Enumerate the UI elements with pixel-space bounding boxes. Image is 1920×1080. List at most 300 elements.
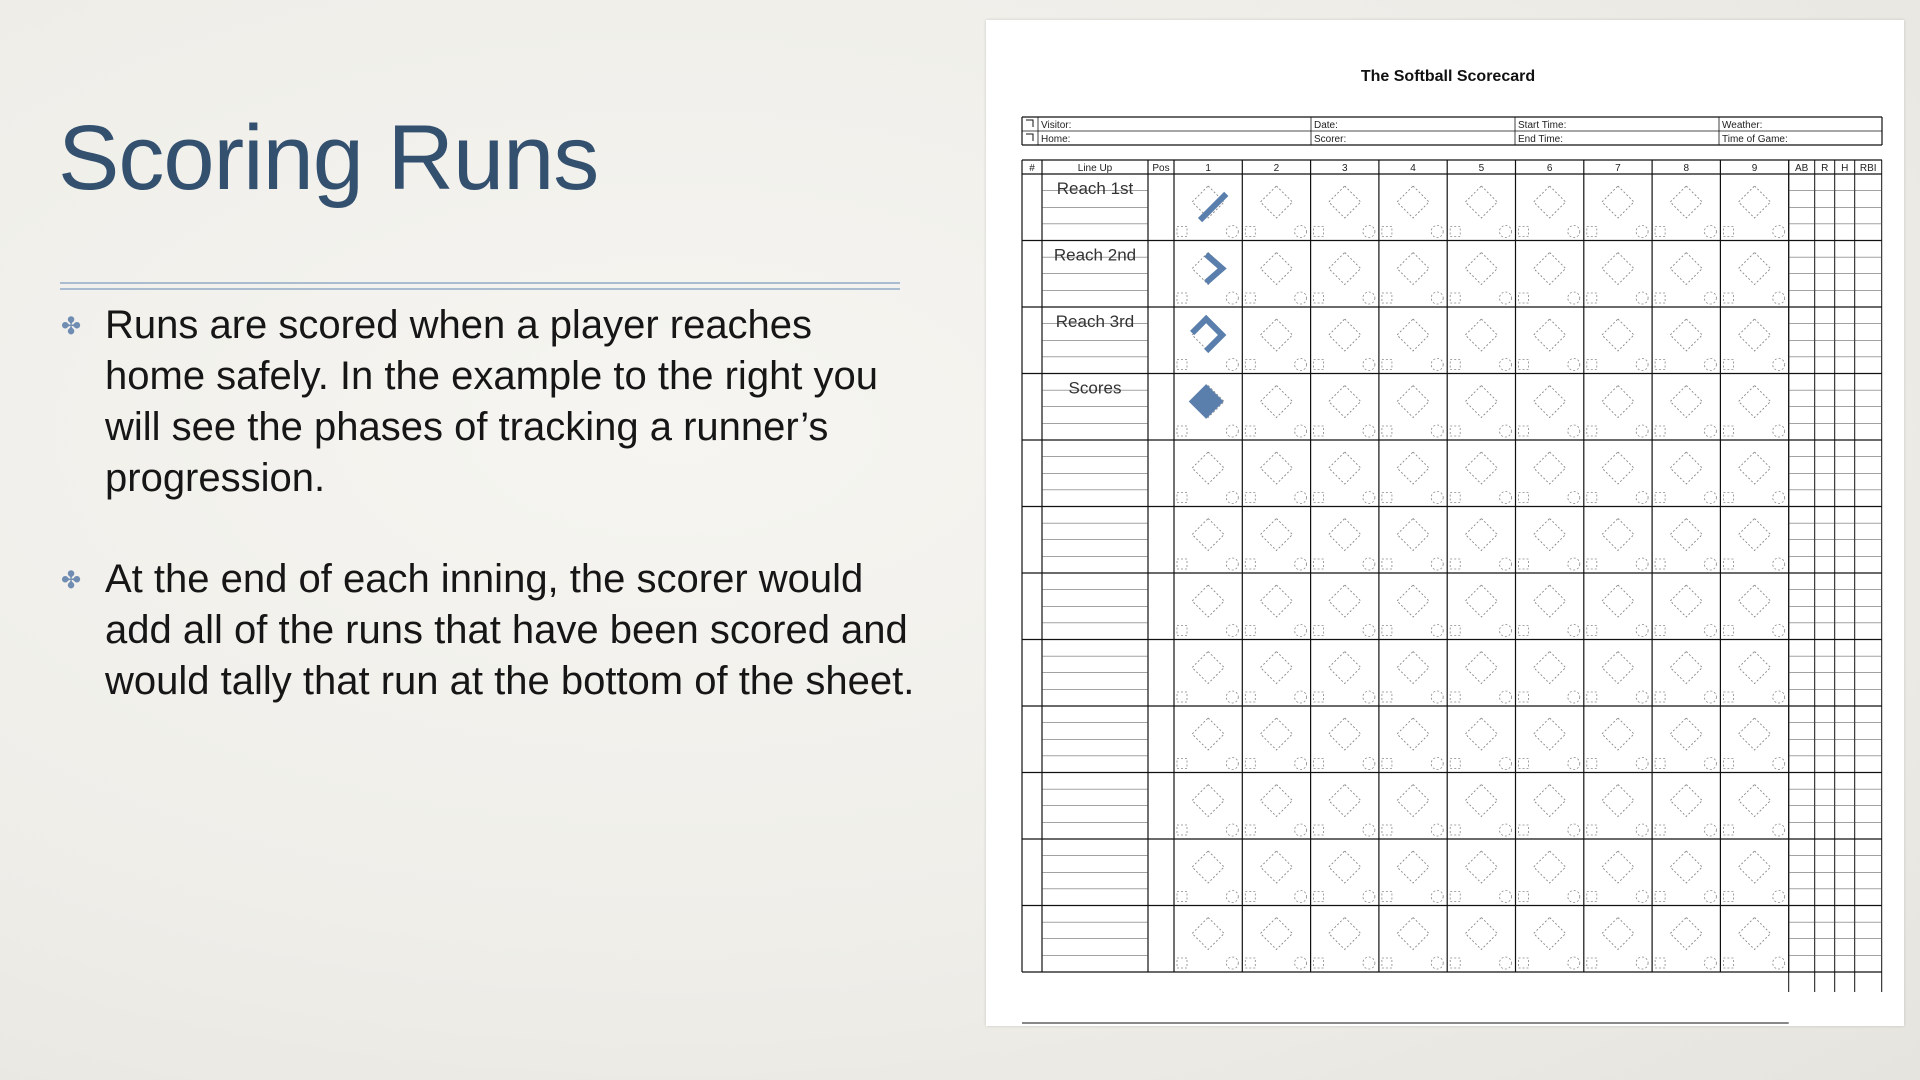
circle-icon <box>1568 691 1580 703</box>
circle-icon <box>1636 359 1648 371</box>
box-icon <box>1655 825 1665 835</box>
box-icon <box>1177 227 1187 237</box>
diamond-icon <box>1465 718 1497 750</box>
diamond-icon <box>1465 918 1497 950</box>
box-icon <box>1450 493 1460 503</box>
circle-icon <box>1226 359 1238 371</box>
circle-icon <box>1363 758 1375 770</box>
diamond-icon <box>1670 253 1702 285</box>
box-icon <box>1245 293 1255 303</box>
circle-icon <box>1773 891 1785 903</box>
diamond-icon <box>1670 785 1702 817</box>
circle-icon <box>1568 492 1580 504</box>
box-icon <box>1655 958 1665 968</box>
box-icon <box>1177 360 1187 370</box>
circle-icon <box>1226 625 1238 637</box>
box-icon <box>1314 759 1324 769</box>
circle-icon <box>1431 292 1443 304</box>
box-icon <box>1723 759 1733 769</box>
circle-icon <box>1295 891 1307 903</box>
header-inning: 9 <box>1751 163 1758 174</box>
header-inning: 2 <box>1273 163 1280 174</box>
circle-icon <box>1568 891 1580 903</box>
box-icon <box>1177 293 1187 303</box>
circle-icon <box>1500 292 1512 304</box>
circle-icon <box>1704 625 1716 637</box>
box-icon <box>1655 360 1665 370</box>
diamond-icon <box>1739 186 1771 218</box>
box-icon <box>1177 759 1187 769</box>
phase-label: Reach 3rd <box>1055 312 1135 331</box>
circle-icon <box>1431 957 1443 969</box>
circle-icon <box>1500 492 1512 504</box>
circle-icon <box>1295 492 1307 504</box>
circle-icon <box>1226 691 1238 703</box>
circle-icon <box>1704 292 1716 304</box>
circle-icon <box>1500 957 1512 969</box>
circle-icon <box>1363 492 1375 504</box>
box-icon <box>1177 626 1187 636</box>
slide-title: Scoring Runs <box>58 107 599 209</box>
circle-icon <box>1363 359 1375 371</box>
box-icon <box>1450 227 1460 237</box>
diamond-icon <box>1739 452 1771 484</box>
circle-icon <box>1773 625 1785 637</box>
box-icon <box>1382 892 1392 902</box>
diamond-icon <box>1602 918 1634 950</box>
box-icon <box>1587 958 1597 968</box>
box-icon <box>1723 227 1733 237</box>
circle-icon <box>1704 226 1716 238</box>
diamond-icon <box>1602 585 1634 617</box>
circle-icon <box>1363 425 1375 437</box>
box-icon <box>1450 825 1460 835</box>
box-icon <box>1382 293 1392 303</box>
circle-icon <box>1568 292 1580 304</box>
box-icon <box>1245 759 1255 769</box>
circle-icon <box>1431 891 1443 903</box>
box-icon <box>1245 227 1255 237</box>
box-icon <box>1723 559 1733 569</box>
info-label: End Time: <box>1518 134 1564 145</box>
circle-icon <box>1773 558 1785 570</box>
circle-icon <box>1773 226 1785 238</box>
diamond-icon <box>1670 718 1702 750</box>
circle-icon <box>1704 359 1716 371</box>
circle-icon <box>1363 691 1375 703</box>
diamond-icon <box>1192 519 1224 551</box>
diamond-icon <box>1397 851 1429 883</box>
diamond-icon <box>1397 785 1429 817</box>
box-icon <box>1587 825 1597 835</box>
diamond-icon <box>1329 585 1361 617</box>
diamond-icon <box>1192 918 1224 950</box>
box-icon <box>1314 626 1324 636</box>
circle-icon <box>1295 292 1307 304</box>
header-inning: 6 <box>1546 163 1553 174</box>
circle-icon <box>1704 691 1716 703</box>
diamond-icon <box>1534 186 1566 218</box>
circle-icon <box>1568 824 1580 836</box>
box-icon <box>1450 958 1460 968</box>
header-inning: 1 <box>1205 163 1211 174</box>
header-stat: RBI <box>1859 163 1877 174</box>
diamond-icon <box>1192 585 1224 617</box>
circle-icon <box>1704 957 1716 969</box>
circle-icon <box>1500 891 1512 903</box>
diamond-icon <box>1534 519 1566 551</box>
diamond-icon <box>1739 386 1771 418</box>
box-icon <box>1314 293 1324 303</box>
header-stat: R <box>1821 163 1829 174</box>
diamond-icon <box>1260 918 1292 950</box>
box-icon <box>1382 227 1392 237</box>
circle-icon <box>1773 758 1785 770</box>
box-icon <box>1314 360 1324 370</box>
box-icon <box>1177 892 1187 902</box>
circle-icon <box>1295 691 1307 703</box>
circle-icon <box>1431 425 1443 437</box>
diamond-icon <box>1602 186 1634 218</box>
diamond-icon <box>1260 452 1292 484</box>
circle-icon <box>1431 758 1443 770</box>
circle-icon <box>1773 824 1785 836</box>
diamond-icon <box>1329 253 1361 285</box>
diamond-icon <box>1670 652 1702 684</box>
diamond-icon <box>1260 851 1292 883</box>
box-icon <box>1587 293 1597 303</box>
diamond-icon <box>1465 386 1497 418</box>
box-icon <box>1587 892 1597 902</box>
circle-icon <box>1568 425 1580 437</box>
diamond-icon <box>1534 253 1566 285</box>
info-label: Time of Game: <box>1722 134 1788 145</box>
diamond-icon <box>1465 519 1497 551</box>
diamond-icon <box>1465 319 1497 351</box>
box-icon <box>1245 493 1255 503</box>
circle-icon <box>1773 691 1785 703</box>
box-icon <box>1655 293 1665 303</box>
box-icon <box>1519 360 1529 370</box>
box-icon <box>1723 360 1733 370</box>
box-icon <box>1245 559 1255 569</box>
box-icon <box>1177 825 1187 835</box>
header-lineup: Line Up <box>1077 163 1113 174</box>
box-icon <box>1245 892 1255 902</box>
diamond-icon <box>1260 253 1292 285</box>
circle-icon <box>1226 425 1238 437</box>
bullet-text: At the end of each inning, the scorer would add all of the runs that have been scored and would tally that run at the bottom of the sheet. <box>105 557 915 703</box>
diamond-icon <box>1739 918 1771 950</box>
circle-icon <box>1500 226 1512 238</box>
box-icon <box>1723 626 1733 636</box>
circle-icon <box>1773 492 1785 504</box>
circle-icon <box>1773 425 1785 437</box>
circle-icon <box>1363 891 1375 903</box>
box-icon <box>1587 692 1597 702</box>
diamond-icon <box>1602 319 1634 351</box>
box-icon <box>1177 958 1187 968</box>
diamond-icon <box>1670 452 1702 484</box>
diamond-icon <box>1329 918 1361 950</box>
bullet-text: Runs are scored when a player reaches home safely. In the example to the right you will see the phases of tracking a runner’s progression. <box>105 303 879 500</box>
circle-icon <box>1295 957 1307 969</box>
box-icon <box>1314 692 1324 702</box>
diamond-icon <box>1534 452 1566 484</box>
circle-icon <box>1226 891 1238 903</box>
box-icon <box>1587 360 1597 370</box>
box-icon <box>1519 227 1529 237</box>
diamond-icon <box>1602 452 1634 484</box>
circle-icon <box>1568 226 1580 238</box>
diamond-icon <box>1465 851 1497 883</box>
diamond-icon <box>1670 319 1702 351</box>
box-icon <box>1587 626 1597 636</box>
diamond-icon <box>1397 519 1429 551</box>
diamond-icon <box>1397 319 1429 351</box>
circle-icon <box>1500 425 1512 437</box>
circle-icon <box>1295 558 1307 570</box>
circle-icon <box>1500 758 1512 770</box>
circle-icon <box>1295 425 1307 437</box>
box-icon <box>1245 958 1255 968</box>
diamond-icon <box>1465 253 1497 285</box>
diamond-icon <box>1670 386 1702 418</box>
diamond-icon <box>1670 186 1702 218</box>
circle-icon <box>1704 891 1716 903</box>
diamond-icon <box>1465 785 1497 817</box>
box-icon <box>1450 759 1460 769</box>
box-icon <box>1519 892 1529 902</box>
box-icon <box>1587 559 1597 569</box>
box-icon <box>1450 426 1460 436</box>
circle-icon <box>1295 758 1307 770</box>
diamond-icon <box>1534 851 1566 883</box>
circle-icon <box>1226 292 1238 304</box>
box-icon <box>1587 227 1597 237</box>
circle-icon <box>1636 625 1648 637</box>
diamond-icon <box>1397 253 1429 285</box>
diamond-icon <box>1534 785 1566 817</box>
diamond-icon <box>1329 186 1361 218</box>
diamond-icon <box>1602 253 1634 285</box>
diamond-icon <box>1534 652 1566 684</box>
box-icon <box>1245 626 1255 636</box>
diamond-icon <box>1602 519 1634 551</box>
box-icon <box>1177 493 1187 503</box>
circle-icon <box>1431 359 1443 371</box>
circle-icon <box>1500 359 1512 371</box>
circle-icon <box>1568 758 1580 770</box>
scorecard-title: The Softball Scorecard <box>1360 68 1536 85</box>
header-inning: 7 <box>1615 163 1621 174</box>
info-label: Visitor: <box>1041 120 1072 131</box>
clover-bullet-icon: ✤ <box>60 313 82 340</box>
checkbox-icon <box>1026 134 1033 141</box>
diamond-icon <box>1260 652 1292 684</box>
box-icon <box>1723 958 1733 968</box>
diamond-icon <box>1534 718 1566 750</box>
circle-icon <box>1295 359 1307 371</box>
info-label: Date: <box>1314 120 1338 131</box>
box-icon <box>1723 892 1733 902</box>
diamond-icon <box>1534 918 1566 950</box>
scorecard-drawing <box>986 20 1904 1026</box>
box-icon <box>1314 892 1324 902</box>
header-number: # <box>1029 163 1035 174</box>
header-stat: AB <box>1795 163 1809 174</box>
box-icon <box>1519 692 1529 702</box>
box-icon <box>1587 426 1597 436</box>
title-divider-secondary <box>60 288 900 290</box>
circle-icon <box>1704 824 1716 836</box>
box-icon <box>1587 759 1597 769</box>
diamond-icon <box>1602 851 1634 883</box>
diamond-icon <box>1739 851 1771 883</box>
diamond-icon <box>1260 386 1292 418</box>
diamond-icon <box>1670 918 1702 950</box>
circle-icon <box>1636 891 1648 903</box>
circle-icon <box>1773 359 1785 371</box>
diamond-icon <box>1397 585 1429 617</box>
box-icon <box>1655 426 1665 436</box>
circle-icon <box>1636 691 1648 703</box>
circle-icon <box>1568 558 1580 570</box>
diamond-icon <box>1670 851 1702 883</box>
circle-icon <box>1500 691 1512 703</box>
box-icon <box>1519 626 1529 636</box>
header-inning: 8 <box>1683 163 1690 174</box>
bullet-list <box>58 300 918 757</box>
diamond-icon <box>1260 785 1292 817</box>
box-icon <box>1450 892 1460 902</box>
box-icon <box>1655 692 1665 702</box>
circle-icon <box>1636 758 1648 770</box>
box-icon <box>1314 493 1324 503</box>
box-icon <box>1314 825 1324 835</box>
box-icon <box>1655 626 1665 636</box>
box-icon <box>1519 293 1529 303</box>
circle-icon <box>1636 957 1648 969</box>
diamond-icon <box>1397 718 1429 750</box>
header-inning: 5 <box>1478 163 1485 174</box>
circle-icon <box>1636 824 1648 836</box>
diamond-icon <box>1329 519 1361 551</box>
box-icon <box>1723 493 1733 503</box>
box-icon <box>1382 559 1392 569</box>
reach-third-mark <box>1192 319 1222 351</box>
box-icon <box>1519 426 1529 436</box>
box-icon <box>1723 692 1733 702</box>
phase-label: Reach 2nd <box>1053 245 1137 265</box>
box-icon <box>1519 825 1529 835</box>
reach-second-mark <box>1206 255 1222 283</box>
circle-icon <box>1363 957 1375 969</box>
box-icon <box>1245 360 1255 370</box>
box-icon <box>1655 227 1665 237</box>
box-icon <box>1655 759 1665 769</box>
diamond-icon <box>1602 718 1634 750</box>
diamond-icon <box>1329 718 1361 750</box>
diamond-icon <box>1602 386 1634 418</box>
box-icon <box>1519 493 1529 503</box>
box-icon <box>1382 360 1392 370</box>
phase-label: Scores <box>1068 378 1122 398</box>
circle-icon <box>1431 824 1443 836</box>
diamond-icon <box>1534 386 1566 418</box>
circle-icon <box>1431 558 1443 570</box>
box-icon <box>1723 426 1733 436</box>
diamond-icon <box>1329 652 1361 684</box>
box-icon <box>1723 293 1733 303</box>
box-icon <box>1450 626 1460 636</box>
circle-icon <box>1431 492 1443 504</box>
diamond-icon <box>1670 585 1702 617</box>
box-icon <box>1382 426 1392 436</box>
circle-icon <box>1431 226 1443 238</box>
phase-label: Reach 1st <box>1056 179 1134 198</box>
circle-icon <box>1636 292 1648 304</box>
diamond-icon <box>1397 386 1429 418</box>
box-icon <box>1655 892 1665 902</box>
box-icon <box>1382 958 1392 968</box>
title-divider <box>60 282 900 284</box>
diamond-icon <box>1739 718 1771 750</box>
diamond-icon <box>1260 718 1292 750</box>
diamond-icon <box>1192 785 1224 817</box>
diamond-icon <box>1192 718 1224 750</box>
circle-icon <box>1226 824 1238 836</box>
circle-icon <box>1500 625 1512 637</box>
box-icon <box>1723 825 1733 835</box>
circle-icon <box>1226 957 1238 969</box>
bullet-item <box>58 554 918 707</box>
header-inning: 3 <box>1341 163 1348 174</box>
circle-icon <box>1363 824 1375 836</box>
diamond-icon <box>1739 519 1771 551</box>
box-icon <box>1245 426 1255 436</box>
diamond-icon <box>1397 186 1429 218</box>
diamond-icon <box>1329 851 1361 883</box>
circle-icon <box>1636 558 1648 570</box>
circle-icon <box>1636 425 1648 437</box>
box-icon <box>1314 559 1324 569</box>
diamond-icon <box>1739 785 1771 817</box>
box-icon <box>1314 426 1324 436</box>
box-icon <box>1655 559 1665 569</box>
circle-icon <box>1363 558 1375 570</box>
circle-icon <box>1226 492 1238 504</box>
circle-icon <box>1363 625 1375 637</box>
circle-icon <box>1704 758 1716 770</box>
box-icon <box>1519 958 1529 968</box>
circle-icon <box>1773 957 1785 969</box>
reach-first-mark <box>1202 196 1224 218</box>
header-stat: H <box>1841 163 1849 174</box>
circle-icon <box>1226 758 1238 770</box>
info-label: Home: <box>1041 134 1071 145</box>
diamond-icon <box>1329 785 1361 817</box>
diamond-icon <box>1739 319 1771 351</box>
header-position: Pos <box>1152 163 1170 174</box>
diamond-icon <box>1534 585 1566 617</box>
clover-bullet-icon: ✤ <box>60 567 82 594</box>
box-icon <box>1519 559 1529 569</box>
diamond-icon <box>1465 186 1497 218</box>
circle-icon <box>1704 425 1716 437</box>
circle-icon <box>1363 226 1375 238</box>
info-label: Weather: <box>1722 120 1763 131</box>
